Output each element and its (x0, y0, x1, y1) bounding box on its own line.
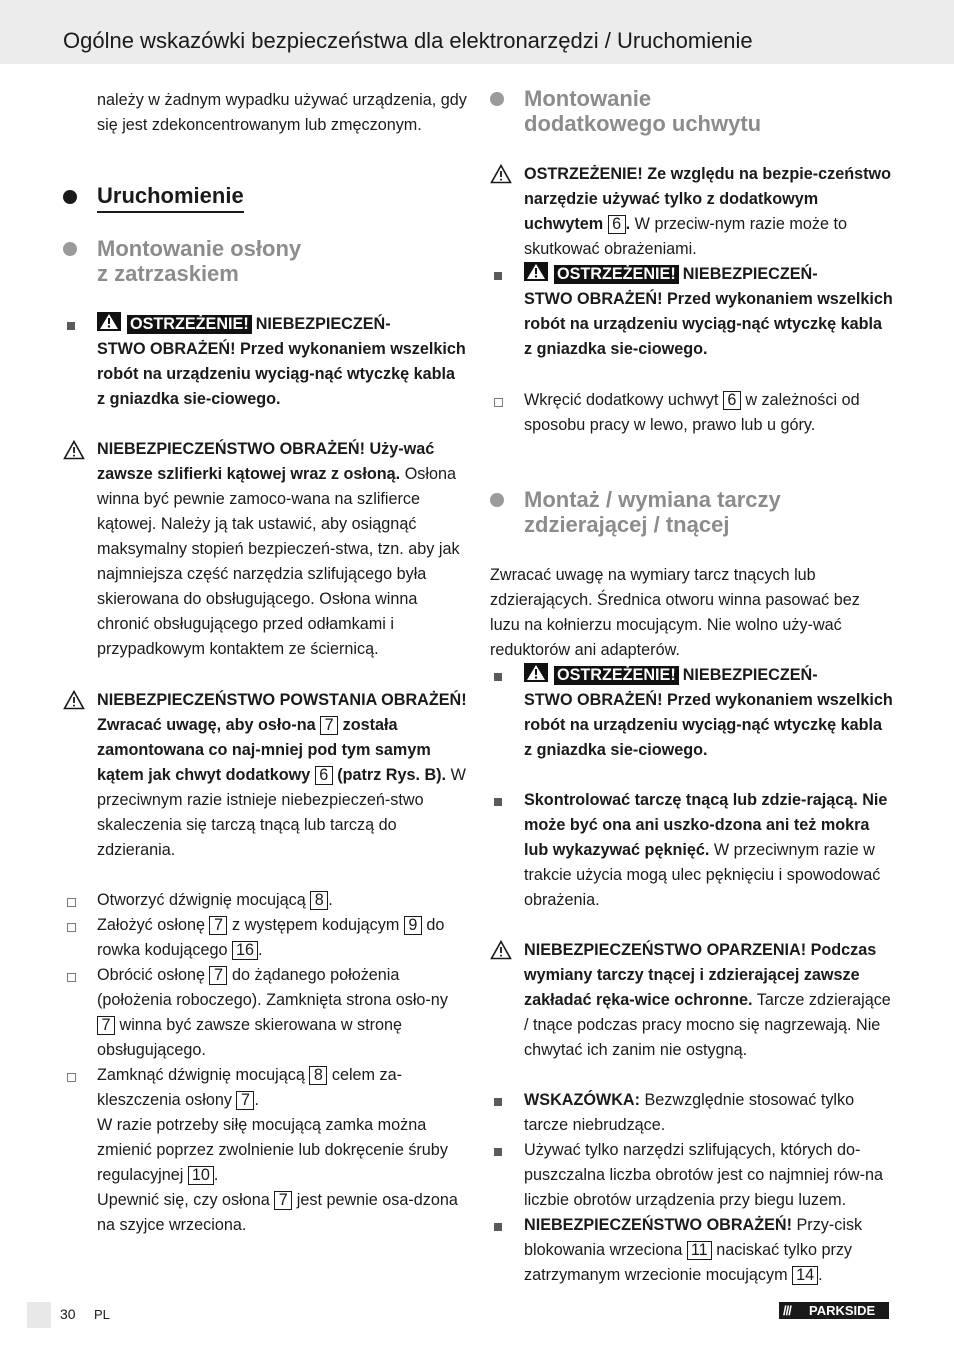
bold-text: NIEBEZPIECZEŃSTWO OBRAŻEŃ! Uży-wać zawsze szlifierki kątowej wraz z osłoną. (97, 440, 435, 483)
bullet-note-clean-discs (524, 1088, 894, 1138)
figure-ref: 7 (97, 1016, 115, 1035)
step-attach-guard: Założyć osłonę 7 z występem kodującym 9 do rowka kodującego 16 . (97, 916, 445, 959)
intro-paragraph: należy w żadnym wypadku używać urządzenia, gdy się jest zdekoncentrowanym lub zmęczonym. (97, 91, 467, 134)
body-text: Bezwzględnie stosować tylko tarcze niebrudzące. (524, 1091, 855, 1134)
warning-use-handle: OSTRZEŻENIE! Ze względu na bezpie-czeństwo narzędzie używać tylko z dodatkowym uchwytem 6 . W przeciw-nym razie może to skutkować obrażeniami. (524, 165, 891, 258)
body-text: do rowka kodującego (97, 916, 445, 959)
figure-ref: 7 (320, 716, 338, 735)
bold-text: NIEBEZPIECZEŃ- (682, 265, 818, 283)
checkbox-bullet-icon (67, 1073, 76, 1082)
bold-text: została zamontowana co naj-mniej pod tym samym kątem jak chwyt dodatkowy (97, 716, 431, 784)
warning-triangle-icon (63, 440, 85, 460)
bold-text: (patrz Rys. B). (337, 766, 447, 784)
section-heading-text: Uruchomienie (97, 183, 244, 213)
figure-ref: 10 (188, 1166, 214, 1185)
square-bullet-icon (494, 1098, 502, 1106)
subheading-line: Montowanie osłony (97, 236, 302, 261)
body-text: do żądanego położenia (położenia roboczego). Zamknięta strona osło-ny (97, 966, 448, 1009)
bold-text: NIEBEZPIECZEŃ- (255, 315, 391, 333)
warning-triangle-icon (490, 940, 512, 960)
bold-text: STWO OBRAŻEŃ! Przed wykonaniem wszelkich robót na urządzeniu wyciąg-nąć wtyczkę kabla z gniazdka sie-ciowego. (97, 340, 466, 408)
square-bullet-icon (494, 272, 502, 280)
warning-bullet-unplug (97, 312, 467, 412)
checkbox-bullet-icon (67, 898, 76, 907)
bullet-check-disc (524, 788, 894, 913)
footer-marker (27, 1302, 51, 1328)
bold-text: NIEBEZPIECZEŃSTWO OPARZENIA! Podczas wymiany tarczy tnącej i zdzierającej zawsze zakładać ręka-wice ochronne. (524, 941, 877, 1009)
body-text: Wkręcić dodatkowy uchwyt (524, 391, 719, 409)
figure-ref: 7 (274, 1191, 292, 1210)
bullet-rpm-rating: Używać tylko narzędzi szlifujących, których do-puszczalna liczba obrotów jest co najmniej rów-na liczbie obrotów urządzenia przy biegu luzem. (524, 1141, 883, 1209)
figure-ref: 7 (209, 966, 227, 985)
body-text: Zamknąć dźwignię mocującą (97, 1066, 305, 1084)
bold-text: WSKAZÓWKA: (524, 1091, 640, 1109)
checkbox-bullet-icon (494, 398, 503, 407)
figure-ref: 9 (404, 916, 422, 935)
heading-bullet-icon (63, 242, 77, 256)
warning-guard-angle (97, 688, 467, 863)
subheading-line: Montowanie (524, 86, 652, 111)
heading-bullet-icon (63, 190, 77, 204)
warning-bullet-unplug (524, 663, 894, 763)
page-title: Ogólne wskazówki bezpieczeństwa dla elektronarzędzi / Uruchomienie (63, 28, 753, 53)
warning-triangle-icon (524, 262, 548, 281)
heading-bullet-icon (490, 493, 504, 507)
subheading-line: dodatkowego uchwytu (524, 111, 762, 136)
brand-name: PARKSIDE (809, 1303, 876, 1318)
square-bullet-icon (494, 1223, 502, 1231)
body-text: z występem kodującym (231, 916, 400, 934)
warning-triangle-icon (490, 164, 512, 184)
figure-ref: 11 (687, 1241, 712, 1260)
figure-ref: 8 (309, 1066, 327, 1085)
page-header (0, 0, 954, 64)
brand-slashes: /// (783, 1303, 791, 1318)
warning-triangle-icon (97, 312, 121, 331)
square-bullet-icon (67, 322, 75, 330)
checkbox-bullet-icon (67, 973, 76, 982)
figure-ref: 7 (236, 1091, 254, 1110)
page-number: 30 (60, 1306, 76, 1322)
language-code: PL (94, 1307, 110, 1322)
warning-triangle-icon (63, 690, 85, 710)
bold-text: Skontrolować tarczę tnącą lub zdzie-rającą. Nie może być ona ani uszko-dzona ani też mokra lub wykazywać pęknięć. (524, 791, 888, 859)
bold-text: NIEBEZPIECZEŃSTWO POWSTANIA OBRAŻEŃ! Zwracać uwagę, aby osło-na (97, 691, 467, 734)
body-text: Osłona winna być pewnie zamoco-wana na szlifierce kątowej. Należy ją tak ustawić, aby osiągnąć maksymalny stopień bezpieczeń-stwa, tzn. aby jak najmniejsza część narzędzia szlifującego była skierowana do obsługującego. Osłona winna chronić obsługującego przed odłamkami i przypadkowym kontaktem ze ściernicą. (97, 465, 460, 658)
body-text: Przy-cisk blokowania wrzeciona (524, 1216, 863, 1259)
body-text: jest pewnie osa-dzona na szyjce wrzeciona. (97, 1191, 458, 1234)
body-text: Założyć osłonę (97, 916, 205, 934)
body-text: Upewnić się, czy osłona (97, 1191, 270, 1209)
warning-label: OSTRZEŻENIE! (554, 265, 679, 284)
square-bullet-icon (494, 1148, 502, 1156)
step-close-lever: Zamknąć dźwignię mocującą 8 celem za-kleszczenia osłony 7 . W razie potrzeby siłę mocującą zamka można zmienić poprzez zwolnienie lub dokręcenie śruby regulacyjnej 10 . Upewnić się, czy osłona 7 jest pewnie osa-dzona na szyjce wrzeciona. (97, 1066, 458, 1234)
bold-text: STWO OBRAŻEŃ! Przed wykonaniem wszelkich robót na urządzeniu wyciąg-nąć wtyczkę kabla z gniazdka sie-ciowego. (524, 691, 893, 759)
step-rotate-guard (97, 963, 467, 1063)
body-text: winna być zawsze skierowana w stronę obsługującego. (97, 1016, 403, 1059)
body-text: celem za-kleszczenia osłony (97, 1066, 403, 1109)
bold-text: NIEBEZPIECZEŃSTWO OBRAŻEŃ! (524, 1216, 792, 1234)
body-text: W przeciwnym razie istnieje niebezpieczeń-stwo skaleczenia się tarczą tnącą lub tarczą do zdzierania. (97, 766, 466, 859)
figure-ref: 6 (315, 766, 333, 785)
warning-label: OSTRZEŻENIE! (127, 315, 252, 334)
body-text: W przeciwnym razie w trakcie użycia mogą ulec pęknięciu i spowodować obrażenia. (524, 841, 881, 909)
bold-text: STWO OBRAŻEŃ! Przed wykonaniem wszelkich robót na urządzeniu wyciąg-nąć wtyczkę kabla z gniazdka sie-ciowego. (524, 290, 893, 358)
bullet-spindle-lock: NIEBEZPIECZEŃSTWO OBRAŻEŃ! Przy-cisk blokowania wrzeciona 11 naciskać tylko przy zatrzymanym wrzecionie mocującym 14 . (524, 1216, 863, 1284)
body-text: W przeciw-nym razie może to skutkować obrażeniami. (524, 215, 847, 258)
figure-ref: 8 (310, 891, 328, 910)
figure-ref: 6 (723, 391, 741, 410)
warning-bullet-unplug (524, 262, 894, 362)
subheading-line: Montaż / wymiana tarczy (524, 487, 781, 512)
body-text: naciskać tylko przy zatrzymanym wrzecionie mocującym (524, 1241, 853, 1284)
square-bullet-icon (494, 673, 502, 681)
body-text: w zależności od sposobu pracy w lewo, prawo lub u góry. (524, 391, 860, 434)
step-screw-handle (524, 388, 894, 438)
figure-ref: 7 (209, 916, 227, 935)
figure-ref: 6 (608, 215, 626, 234)
warning-burn (524, 938, 894, 1063)
heading-bullet-icon (490, 92, 504, 106)
body-text: Obrócić osłonę (97, 966, 205, 984)
bold-text: NIEBEZPIECZEŃ- (682, 666, 818, 684)
subheading-line: zdzierającej / tnącej (524, 512, 730, 537)
body-text: W razie potrzeby siłę mocującą zamka można zmienić poprzez zwolnienie lub dokręcenie śruby regulacyjnej (97, 1116, 448, 1184)
bold-text: OSTRZEŻENIE! Ze względu na bezpie-czeństwo narzędzie używać tylko z dodatkowym uchwytem (524, 165, 891, 233)
warning-triangle-icon (524, 663, 548, 682)
subheading-line: z zatrzaskiem (97, 261, 239, 286)
figure-ref: 14 (792, 1266, 818, 1285)
body-text: Otworzyć dźwignię mocującą (97, 891, 306, 909)
disc-dimensions-paragraph: Zwracać uwagę na wymiary tarcz tnących lub zdzierających. Średnica otworu winna pasować bez luzu na kołnierzu mocującym. Nie wolno uży-wać reduktorów ani adapterów. (490, 566, 860, 659)
brand-logo (779, 1302, 889, 1319)
warning-guard-usage (97, 437, 467, 662)
body-text: Tarcze zdzierające / tnące podczas pracy mocno się nagrzewają. Nie chwytać ich zanim nie ostygną. (524, 991, 891, 1059)
figure-ref: 16 (232, 941, 258, 960)
square-bullet-icon (494, 798, 502, 806)
warning-label: OSTRZEŻENIE! (554, 666, 679, 685)
checkbox-bullet-icon (67, 923, 76, 932)
step-open-lever: Otworzyć dźwignię mocującą 8 . (97, 891, 333, 909)
